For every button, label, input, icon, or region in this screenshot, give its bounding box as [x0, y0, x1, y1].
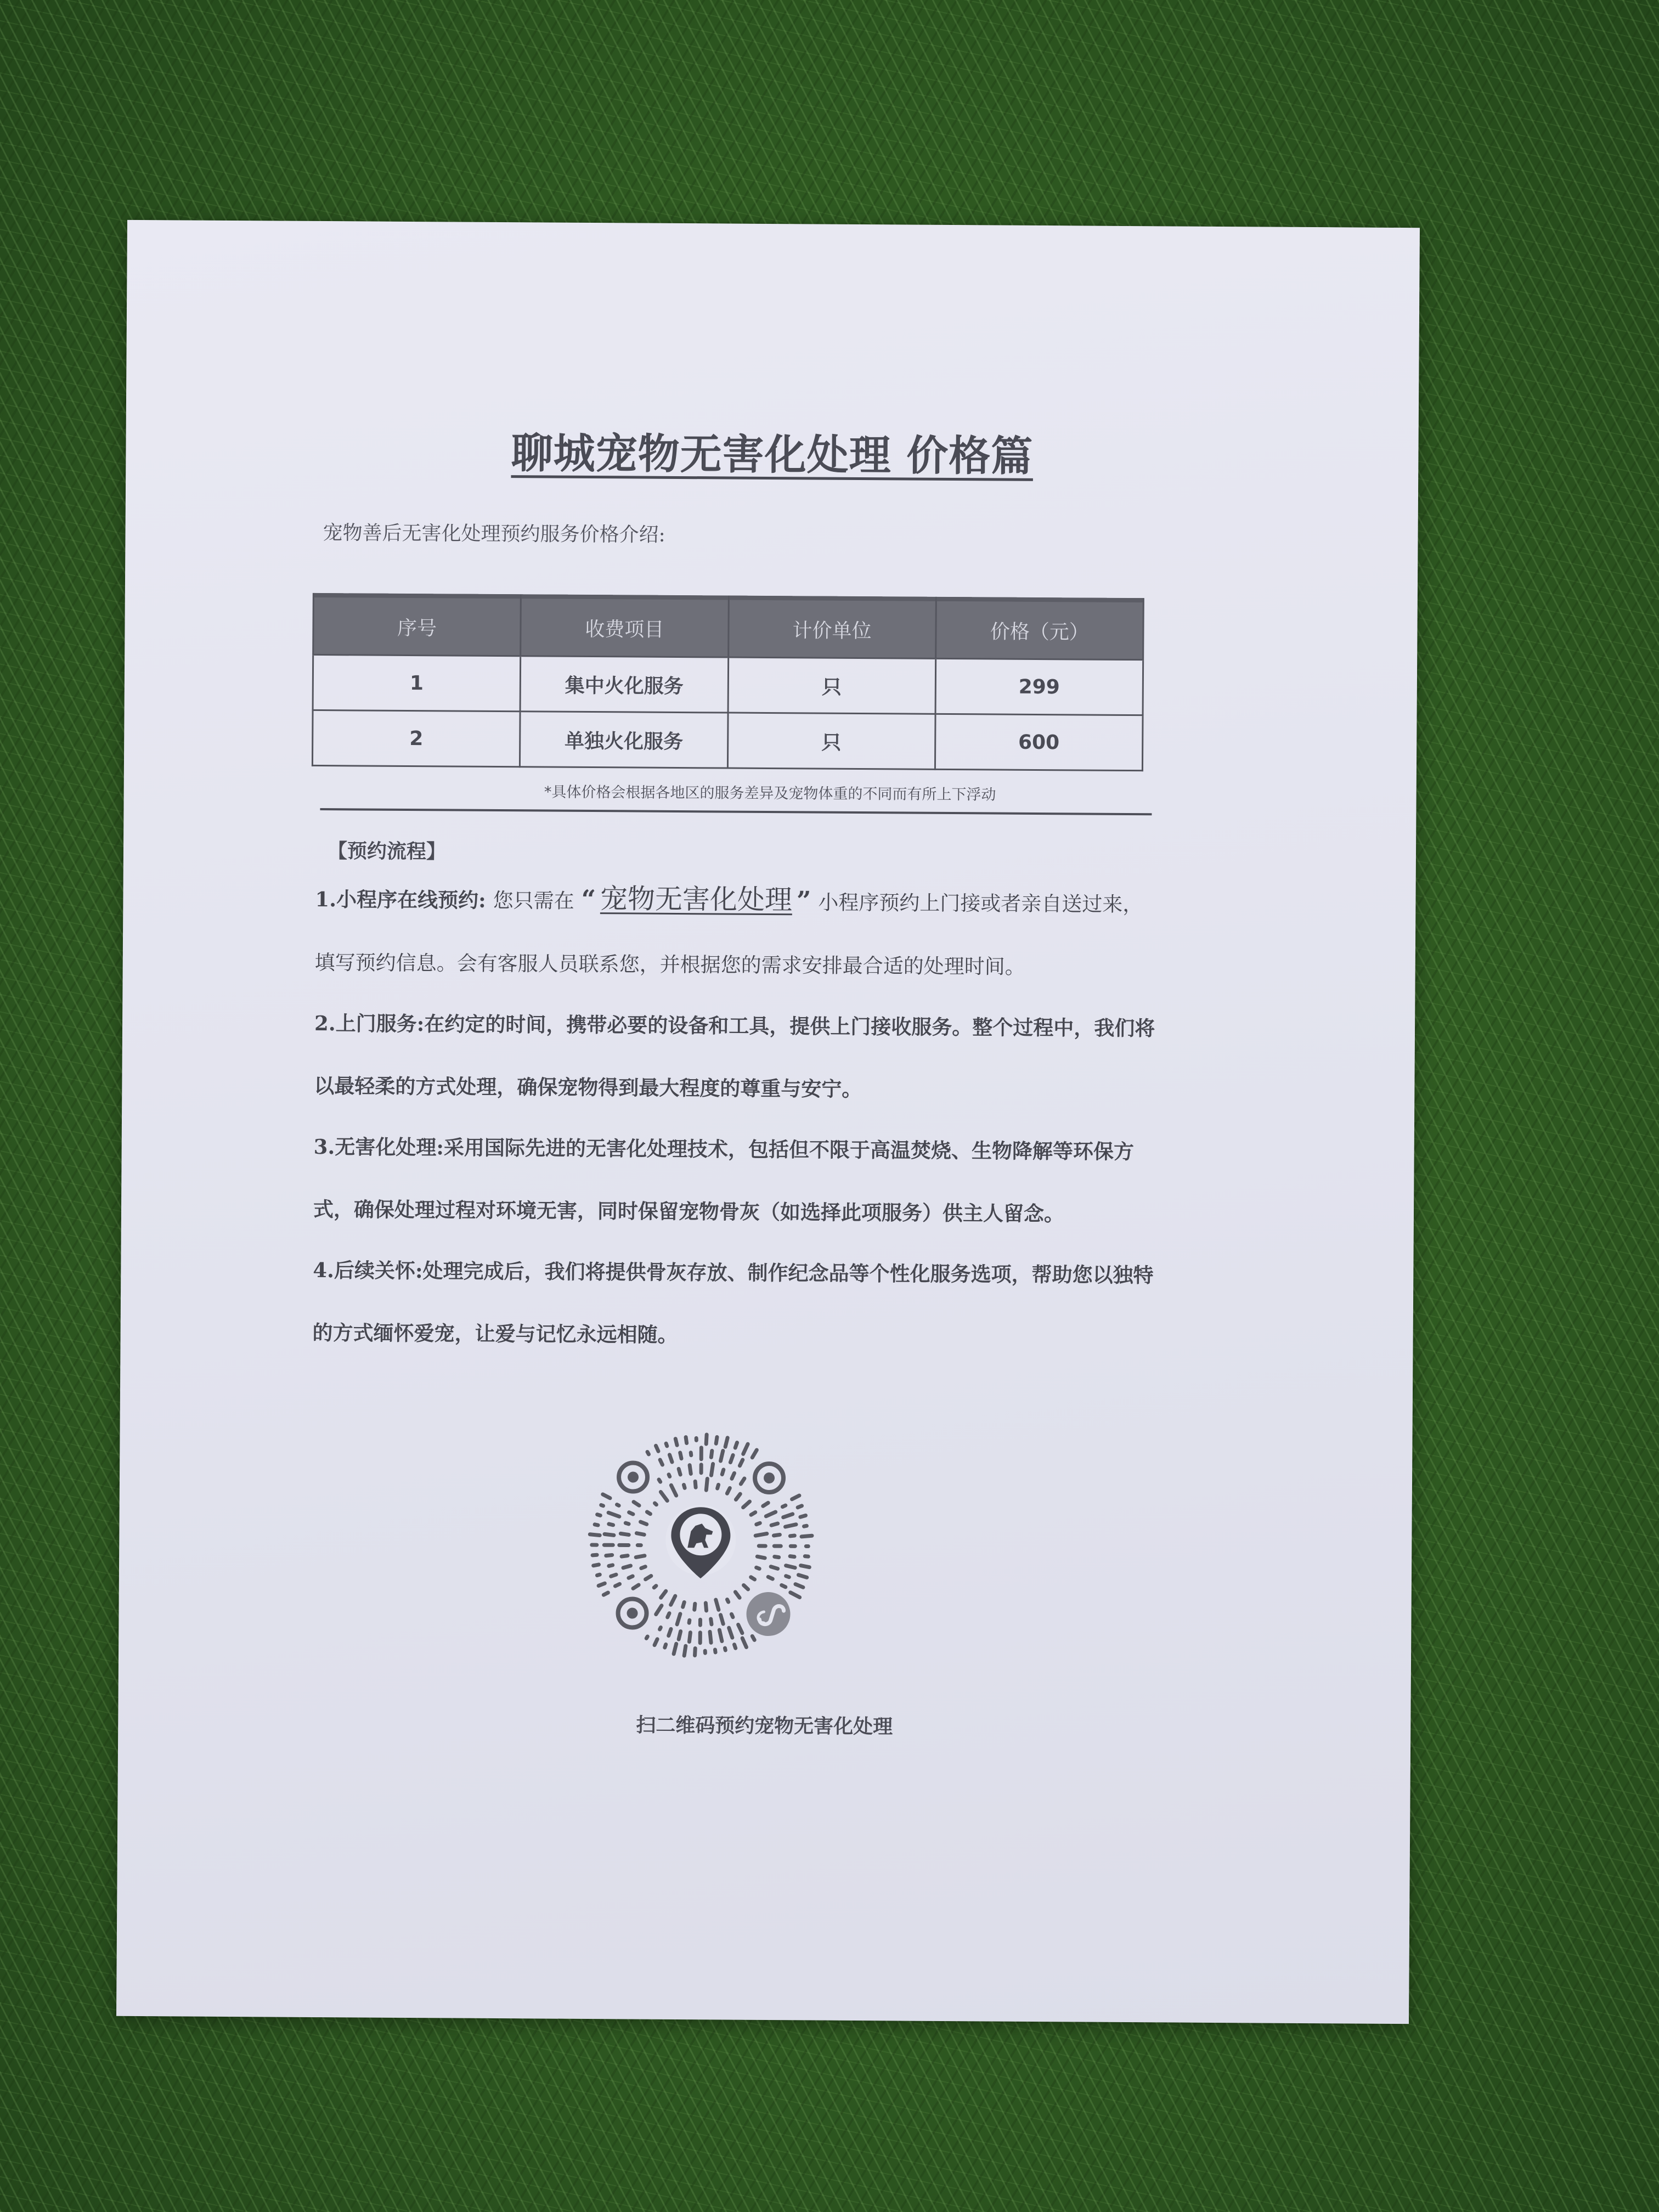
qr-code-graphic — [585, 1430, 817, 1662]
step-2-lead: 2.上门服务: — [314, 1011, 425, 1036]
qr-code-module — [647, 1452, 649, 1454]
qr-code-module — [786, 1566, 795, 1568]
qr-code-module — [798, 1506, 802, 1508]
qr-code-module — [684, 1485, 685, 1488]
qr-code-module — [655, 1503, 657, 1505]
header-price: 价格（元） — [935, 597, 1143, 660]
open-quote: “ — [581, 884, 596, 915]
qr-code-module — [594, 1565, 599, 1566]
divider — [320, 808, 1152, 815]
qr-code-module — [721, 1451, 723, 1461]
step-1-text: 小程序预约上门接或者亲自送过来，填写预约信息。会有客服人员联系您，并根据您的需求安排最合适的处理时间。 — [314, 890, 1143, 979]
qr-code-module — [671, 1596, 675, 1605]
printed-paper — [116, 220, 1420, 2024]
process-heading: 【预约流程】 — [327, 839, 447, 864]
header-unit: 计价单位 — [728, 596, 936, 659]
qr-caption: 扫二维码预约宠物无害化处理 — [636, 1713, 893, 1739]
qr-code-module — [751, 1577, 755, 1579]
qr-code-module — [599, 1583, 605, 1585]
qr-code-module — [729, 1628, 732, 1638]
qr-code-module — [625, 1523, 629, 1524]
qr-code-module — [757, 1556, 765, 1558]
step-2-paragraph — [314, 992, 1159, 1122]
qr-code-module — [774, 1534, 780, 1536]
qr-code-module — [641, 1522, 647, 1524]
price-table — [312, 593, 1144, 771]
qr-code-module — [743, 1585, 748, 1589]
qr-code-module — [671, 1485, 676, 1496]
row-item: 集中火化服务 — [520, 656, 728, 713]
qr-code-module — [711, 1619, 712, 1624]
qr-code-module — [680, 1453, 681, 1459]
qr-code-module — [641, 1567, 646, 1568]
qr-code-module — [720, 1615, 723, 1624]
qr-code-module — [771, 1567, 778, 1569]
qr-code-module — [766, 1512, 775, 1516]
qr-code-module — [636, 1533, 644, 1535]
qr-code-module — [646, 1637, 647, 1638]
qr-code-module — [623, 1566, 630, 1568]
qr-code-module — [706, 1435, 707, 1444]
intro-text: 宠物善后无害化处理预约服务价格介绍: — [323, 522, 665, 546]
qr-finder-top-left-dot — [628, 1471, 639, 1482]
qr-code-module — [689, 1633, 690, 1642]
qr-code-module — [656, 1446, 658, 1451]
qr-code-module — [661, 1492, 667, 1500]
qr-code-module — [629, 1576, 633, 1578]
qr-code-module — [798, 1575, 806, 1578]
qr-code-module — [665, 1644, 666, 1647]
header-index: 序号 — [313, 593, 521, 656]
row-item: 单独火化服务 — [520, 712, 728, 768]
qr-code-module — [654, 1586, 656, 1588]
qr-code-module — [718, 1485, 719, 1488]
qr-code-module — [666, 1443, 667, 1446]
qr-code-module — [669, 1475, 670, 1477]
header-item: 收费项目 — [521, 594, 729, 657]
qr-code-module — [608, 1513, 619, 1516]
qr-code-module — [716, 1437, 717, 1443]
qr-code-module — [790, 1556, 794, 1557]
qr-code-module — [732, 1473, 735, 1479]
price-table-header-row — [313, 593, 1144, 660]
qr-code-module — [735, 1592, 740, 1598]
step-4-lead: 4.后续关怀: — [313, 1257, 423, 1283]
document-title — [126, 417, 1419, 485]
qr-code-module — [786, 1576, 789, 1577]
close-quote: ” — [796, 885, 811, 916]
qr-code-module — [740, 1460, 742, 1466]
qr-code-module — [659, 1480, 661, 1482]
qr-code-module — [738, 1624, 742, 1633]
step-3-paragraph — [313, 1115, 1159, 1245]
qr-code-module — [679, 1632, 680, 1640]
qr-code-module — [646, 1576, 651, 1579]
qr-code-module — [752, 1636, 754, 1640]
qr-code-module — [609, 1524, 613, 1525]
qr-code-module — [751, 1513, 755, 1515]
qr-code-module — [636, 1556, 645, 1558]
qr-code-module — [620, 1533, 629, 1534]
qr-code-module — [597, 1515, 601, 1516]
qr-code-module — [654, 1639, 657, 1645]
qr-code-module — [743, 1502, 750, 1508]
qr-code-module — [771, 1523, 778, 1525]
qr-code-module — [782, 1505, 785, 1507]
qr-code-module — [727, 1600, 728, 1602]
qr-code-module — [785, 1525, 796, 1527]
qr-code-module — [763, 1503, 768, 1506]
document-title-text: 聊城宠物无害化处理 价格篇 — [511, 428, 1034, 481]
qr-code-module — [629, 1513, 633, 1514]
step-1-pre: 您只需在 — [493, 888, 574, 913]
row-index: 1 — [313, 654, 521, 711]
qr-code-module — [683, 1602, 685, 1607]
qr-code-module — [675, 1439, 677, 1446]
row-price: 299 — [935, 658, 1143, 715]
qr-code-module — [690, 1465, 691, 1474]
qr-code-module — [660, 1460, 662, 1465]
qr-code-module — [617, 1505, 619, 1506]
qr-finder-bottom-left-dot — [627, 1607, 637, 1618]
qr-code-module — [801, 1566, 810, 1567]
qr-code-module — [677, 1614, 680, 1624]
step-1-paragraph — [314, 866, 1160, 999]
qr-code-module — [669, 1629, 671, 1635]
qr-code-module — [775, 1556, 779, 1557]
qr-code-module — [727, 1488, 730, 1493]
row-price: 600 — [935, 714, 1143, 770]
step-3-text: 采用国际先进的无害化处理技术，包括但不限于高温焚烧、生物降解等环保方式，确保处理过程对环境无害，同时保留宠物骨灰（如选择此项服务）供主人留念。 — [313, 1135, 1135, 1226]
qr-code-module — [722, 1470, 724, 1475]
step-2-text: 在约定的时间，携带必要的设备和工具，提供上门接收服务。整个过程中，我们将以最轻柔的方式处理，确保宠物得到最大程度的尊重与安宁。 — [314, 1012, 1155, 1102]
qr-code-module — [757, 1523, 760, 1525]
qr-code-module — [603, 1593, 608, 1595]
step-3-lead: 3.无害化处理: — [313, 1134, 444, 1160]
qr-code-module — [669, 1455, 672, 1462]
table-row — [313, 654, 1143, 715]
qr-code-module — [611, 1575, 616, 1576]
qr-code-module — [689, 1620, 690, 1623]
qr-code-module — [755, 1533, 767, 1536]
qr-code-module — [609, 1565, 613, 1566]
qr-code-module — [791, 1593, 800, 1598]
qr-code-module — [647, 1512, 650, 1514]
qr-code-module — [752, 1450, 757, 1458]
qr-code-module — [711, 1464, 713, 1475]
qr-finder-top-right-dot — [764, 1472, 775, 1483]
qr-code-module — [742, 1638, 747, 1647]
qr-code-module — [615, 1584, 619, 1586]
qr-code-module — [634, 1502, 639, 1506]
qr-code-module — [711, 1451, 712, 1457]
qr-code-module — [686, 1437, 687, 1443]
row-unit: 只 — [727, 713, 935, 769]
qr-code-module — [731, 1614, 733, 1617]
qr-code-module — [735, 1443, 737, 1448]
qr-code-module — [684, 1646, 686, 1656]
qr-code-module — [795, 1584, 803, 1588]
qr-code-module — [730, 1455, 733, 1462]
qr-code-module — [660, 1627, 661, 1629]
qr-code-module — [757, 1567, 760, 1568]
price-note: *具体价格会根据各地区的服务差异及宠物体重的不同而有所上下浮动 — [544, 783, 996, 804]
step-1-lead: 1.小程序在线预约: — [315, 887, 486, 912]
step-4-paragraph — [312, 1239, 1158, 1369]
qr-code-module — [674, 1644, 676, 1654]
mini-program-qr-code-icon — [585, 1430, 817, 1662]
pet-location-pin-icon — [665, 1505, 736, 1579]
qr-code-module — [725, 1438, 727, 1447]
qr-code-module — [590, 1534, 600, 1536]
table-row — [312, 710, 1143, 770]
qr-code-module — [710, 1632, 711, 1643]
qr-code-module — [805, 1556, 808, 1557]
qr-code-module — [741, 1479, 744, 1484]
qr-code-module — [668, 1613, 669, 1617]
qr-code-module — [736, 1494, 740, 1499]
qr-code-module — [633, 1585, 639, 1589]
qr-code-module — [783, 1514, 793, 1517]
qr-code-module — [661, 1591, 666, 1598]
qr-code-module — [719, 1630, 722, 1641]
qr-code-module — [679, 1469, 680, 1475]
qr-code-module — [716, 1600, 719, 1610]
qr-code-module — [800, 1515, 806, 1517]
qr-code-module — [782, 1585, 786, 1587]
qr-code-module — [743, 1444, 748, 1454]
qr-code-module — [695, 1481, 696, 1487]
row-unit: 只 — [728, 657, 936, 714]
qr-code-module — [768, 1577, 772, 1579]
mini-program-name: 宠物无害化处理 — [600, 883, 793, 916]
step-4-text: 处理完成后，我们将提供骨灰存放、制作纪念品等个性化服务选项，帮助您以独特的方式缅怀爱宠，让爱与记忆永远相随。 — [312, 1259, 1154, 1347]
qr-code-module — [706, 1479, 707, 1490]
qr-code-module — [605, 1534, 614, 1535]
qr-code-module — [802, 1536, 812, 1537]
qr-code-module — [695, 1649, 696, 1656]
qr-code-module — [603, 1494, 610, 1498]
mini-program-logo-icon — [746, 1592, 790, 1636]
row-index: 2 — [312, 710, 520, 766]
qr-code-module — [792, 1496, 799, 1499]
qr-code-module — [734, 1645, 735, 1649]
qr-code-module — [656, 1606, 662, 1615]
qr-code-module — [622, 1555, 628, 1556]
